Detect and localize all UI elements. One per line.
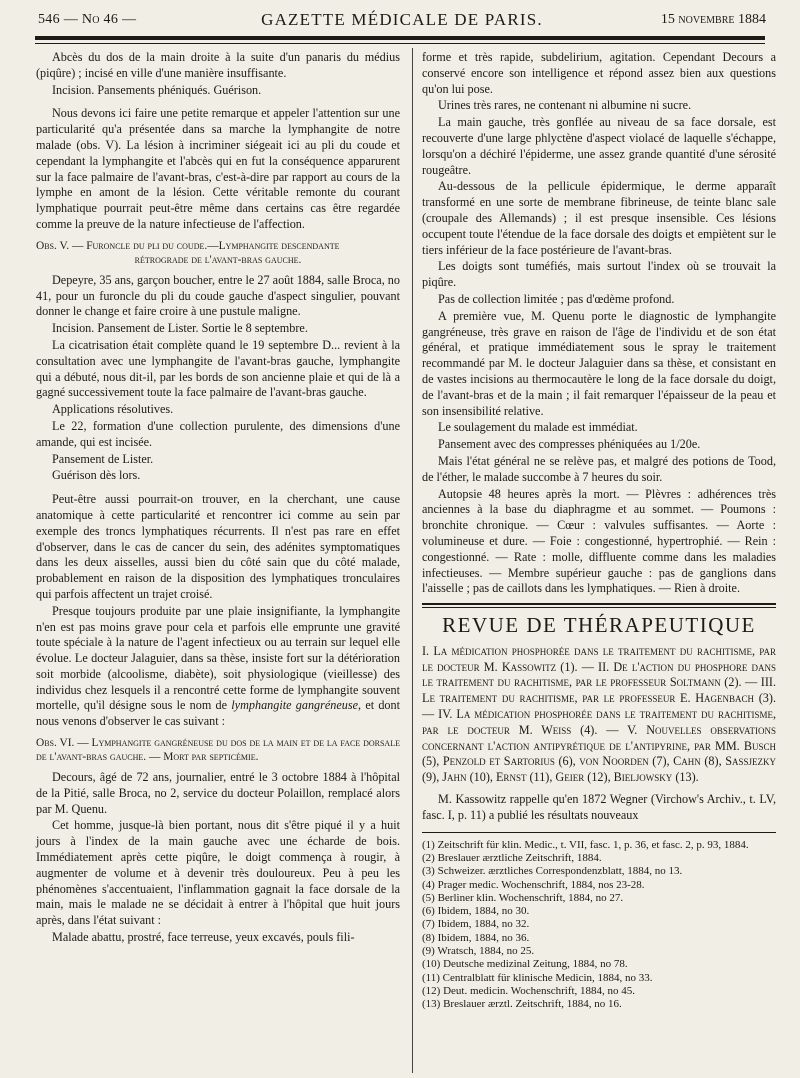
paragraph: Au-dessous de la pellicule épidermique, le derme apparaît transformé en une sorte de membrane fibrineuse, de teinte blanc sale (croupale des Allemands) ; il est presque insensible. Ces lésions occupent toute l'étendue de la face dorsale des doigts et empiètent sur le tiers inférieur de la face postérieure de l'avant-bras. (422, 179, 776, 257)
observation-subtitle: rétrograde de l'avant-bras gauche. (134, 253, 302, 266)
footnote: (6) Ibidem, 1884, no 30. (422, 905, 530, 918)
paragraph: Decours, âgé de 72 ans, journalier, entré le 3 octobre 1884 à l'hôpital de la Pitié, salle Broca, no 2, service du docteur Polaillon, remplacé alors par M. Quenu. (36, 770, 400, 816)
left-column (36, 50, 400, 947)
footnote: (12) Deut. medicin. Wochenschrift, 1884, no 45. (422, 984, 636, 997)
footnote: (3) Schweizer. ærztliches Correspondenzblatt, 1884, no 13. (422, 865, 683, 878)
footnote: (8) Ibidem, 1884, no 36. (422, 931, 530, 944)
paragraph (36, 604, 400, 730)
paragraph: Le 22, formation d'une collection purulente, des dimensions d'une amande, qui est incisée. (36, 418, 400, 449)
observation-5-title (36, 239, 400, 267)
footnote: (1) Zeitschrift für klin. Medic., t. VII, fasc. 1, p. 36, et fasc. 2, p. 93, 1884. (422, 838, 749, 851)
paragraph: Le soulagement du malade est immédiat. (438, 420, 638, 435)
observation-6-title: Obs. VI. — Lymphangite gangréneuse du dos de la main et de la face dorsale de l'avant-bras gauche. — Mort par septicémie. (36, 737, 400, 764)
paragraph: Peut-être aussi pourrait-on trouver, en la cherchant, une cause anatomique à cette particularité et rencontrer ici comme au sein par exemple des troncs lymphatiques récurrents. Il n'est pas rare en effet d'observer, dans le cas de cancer du sein, des adénites symptomatiques dans les deux aisselles, aussi bien du côté sain que du côté malade, probablement en raison de la disposition des lymphatiques tronculaires qui parfois affectent un trajet croisé. (36, 492, 400, 601)
paragraph: Incision. Pansements phéniqués. Guérison. (52, 82, 262, 97)
paragraph: Guérison dès lors. (52, 468, 141, 483)
paragraph: M. Kassowitz rappelle qu'en 1872 Wegner (Virchow's Archiv., t. LV, fasc. I, p. 11) a publié les résultats nouveaux (422, 792, 776, 822)
paragraph: Applications résolutives. (52, 402, 174, 417)
footnote: (10) Deutsche medizinal Zeitung, 1884, no 78. (422, 958, 628, 971)
footnotes (422, 839, 776, 1012)
paragraph: forme et très rapide, subdelirium, agitation. Cependant Decours a conservé encore son intelligence et répond assez bien aux questions qu'on lui pose. (422, 50, 776, 96)
paragraph: Cet homme, jusque-là bien portant, nous dit s'être piqué il y a huit jours à l'index de la main gauche avec une écharde de bois. Immédiatement après cette piqûre, le doigt commença à rougir, à augmenter de volume et à devenir très douloureux. Peu à peu les phénomènes s'accentuaient, l'inflammation gagnait la face dorsale de la main, mais le malade ne se décidait à entrer à l'hôpital que huit jours après, dans l'état suivant : (36, 818, 400, 928)
paragraph: Pas de collection limitée ; pas d'œdème profond. (438, 291, 675, 306)
footnote: (9) Wratsch, 1884, no 25. (422, 945, 535, 958)
issue-number: — No 46 — (63, 12, 137, 27)
footnote: (5) Berliner klin. Wochenschrift, 1884, no 27. (422, 891, 624, 904)
paragraph: Les doigts sont tuméfiés, mais surtout l'index où se trouvait la piqûre. (422, 259, 776, 290)
footnote: (13) Breslauer ærztl. Zeitschrift, 1884, no 16. (422, 998, 622, 1011)
paragraph: Nous devons ici faire une petite remarque et appeler l'attention sur une particularité qu'a présentée dans sa marche la lymphangite de notre malade (obs. V). La lésion à incriminer siégeait ici au pli du coude et cependant la lymphangite et l'abcès qui en fut la conséquence apparurent sur la face palmaire de l'avant-bras, c'est-à-dire par rapport au cours de la lymphe en amont de la lésion. Cette véritable remonte du courant lymphatique pourrait peut-être même dans certains cas être regardée comme la preuve de la nature infectieuse de l'affection. (36, 106, 400, 231)
paragraph: Urines très rares, ne contenant ni albumine ni sucre. (438, 98, 692, 113)
observation-title-text: Obs. V. — Furoncle du pli du coude.—Lymphangite descendante (36, 239, 340, 252)
paragraph: Mais l'état général ne se relève pas, et malgré des potions de Tood, de l'éther, le malade succombe à 7 heures du soir. (422, 453, 776, 484)
footnote: (4) Prager medic. Wochenschrift, 1884, nos 23-28. (422, 878, 645, 891)
paragraph: La main gauche, très gonflée au niveau de sa face dorsale, est recouverte d'une large phlyctène d'aspect violacé de laquelle s'échappe, lorsqu'on a déchiré l'épiderme, une assez grande quantité d'une sérosité rougeâtre. (422, 115, 776, 177)
paragraph: Abcès du dos de la main droite à la suite d'un panaris du médius (piqûre) ; incisé en ville d'une manière insuffisante. (36, 50, 400, 80)
section-title: REVUE DE THÉRAPEUTIQUE (442, 613, 756, 638)
footnote: (2) Breslauer ærztliche Zeitschrift, 1884. (422, 851, 602, 864)
paragraph: Pansement avec des compresses phéniquées au 1/20e. (438, 437, 701, 452)
section-rule-thick (422, 603, 776, 605)
header-rule-thick (35, 36, 765, 40)
paragraph: Pansement de Lister. (52, 451, 154, 466)
journal-title: GAZETTE MÉDICALE DE PARIS. (261, 10, 543, 29)
paragraph: Autopsie 48 heures après la mort. — Plèvres : adhérences très anciennes à la base du diaphragme et au sommet. — Poumons : bronchite chronique. — Cœur : valvules suffisantes. — Aorte : volumineuse et dure. — Foie : congestionné, hypertrophié. — Rein : congestionné. — Rate : molle, diffluente comme dans les maladies infectieuses. — Membre supérieur gauche : pas de ganglions dans l'aisselle ; pas de caillots dans les lymphatiques. — Rien à droite. (422, 486, 776, 596)
paragraph: Depeyre, 35 ans, garçon boucher, entre le 27 août 1884, salle Broca, no 41, pour un furoncle du pli du coude gauche d'aspect singulier, pouvant donner le change et faire croire à une pustule maligne. (36, 272, 400, 319)
section-contents: I. La médication phosphorée dans le traitement du rachitisme, par le docteur M. Kassowitz (1). — II. De l'action du phosphore dans le traitement du rachitisme, par le professeur Soltmann (2). — III. Le traitement du rachitisme, par le professeur E. Hagenbach (3). — IV. La médication phosphorée dans le traitement du rachitisme, par le docteur M. Weiss (4). — V. Nouvelles observations concernant l'action antipyrétique de l'antipyrine, par MM. Busch (5), Penzold et Sartorius (6), von Noorden (7), Cahn (8), Sassjezky (9), Jahn (10), Ernst (11), Geier (12), Bieljowsky (13). (422, 643, 776, 785)
page-header (38, 8, 766, 38)
header-rule-thin (35, 43, 765, 44)
footnote: (11) Centralblatt für klinische Medicin, 1884, no 33. (422, 971, 653, 984)
issue-date: 15 novembre 1884 (660, 12, 766, 27)
right-column (422, 50, 776, 1012)
text-run: , et dont nous venons d'observer le cas suivant : (36, 698, 401, 729)
paragraph: La cicatrisation était complète quand le 19 septembre D... revient à la consultation avec une lymphangite de l'avant-bras gauche, lymphangite qui a débuté, nous dit-il, par les bords de son ancienne plaie et qui de là a gagné successivement toute la face palmaire de l'avant-bras gauche. (36, 337, 400, 400)
page-number: 546 (38, 12, 60, 27)
footnote: (7) Ibidem, 1884, no 32. (422, 918, 530, 931)
column-divider (412, 48, 413, 1073)
text-run: Presque toujours produite par une plaie insignifiante, la lymphangite n'en est pas moins grave pour cela et parfois elle emprunte une gravité toute spéciale à la nature de l'agent infectieux ou au terrain sur lequel elle évolue. Le docteur Jalaguier, dans sa thèse, insiste fort sur la détérioration soit morbide (alcoolisme, diabète), soit physiologique (vieillesse) des individus chez lesquels il a rencontré cette forme de lymphangite souvent mortelle, qu'il désigne sous le nom de (36, 603, 400, 713)
footnote-rule (422, 832, 776, 833)
section-rule-thin (422, 607, 776, 608)
paragraph: Incision. Pansement de Lister. Sortie le 8 septembre. (52, 321, 308, 336)
paragraph: A première vue, M. Quenu porte le diagnostic de lymphangite gangréneuse, très grave en raison de l'âge de l'individu et de son état général, et pratique immédiatement sous le spray le traitement recommandé par M. le docteur Jalaguier dans sa thèse, et consistant en de vastes incisions au thermocautère le long de la face dorsale du doigt, de l'avant-bras et de la main ; il fait remarquer l'épaisseur de la peau et son insensibilité relative. (422, 308, 776, 418)
emphasis: lymphangite gangréneuse (231, 698, 359, 713)
paragraph: Malade abattu, prostré, face terreuse, yeux excavés, pouls fili- (52, 930, 355, 945)
